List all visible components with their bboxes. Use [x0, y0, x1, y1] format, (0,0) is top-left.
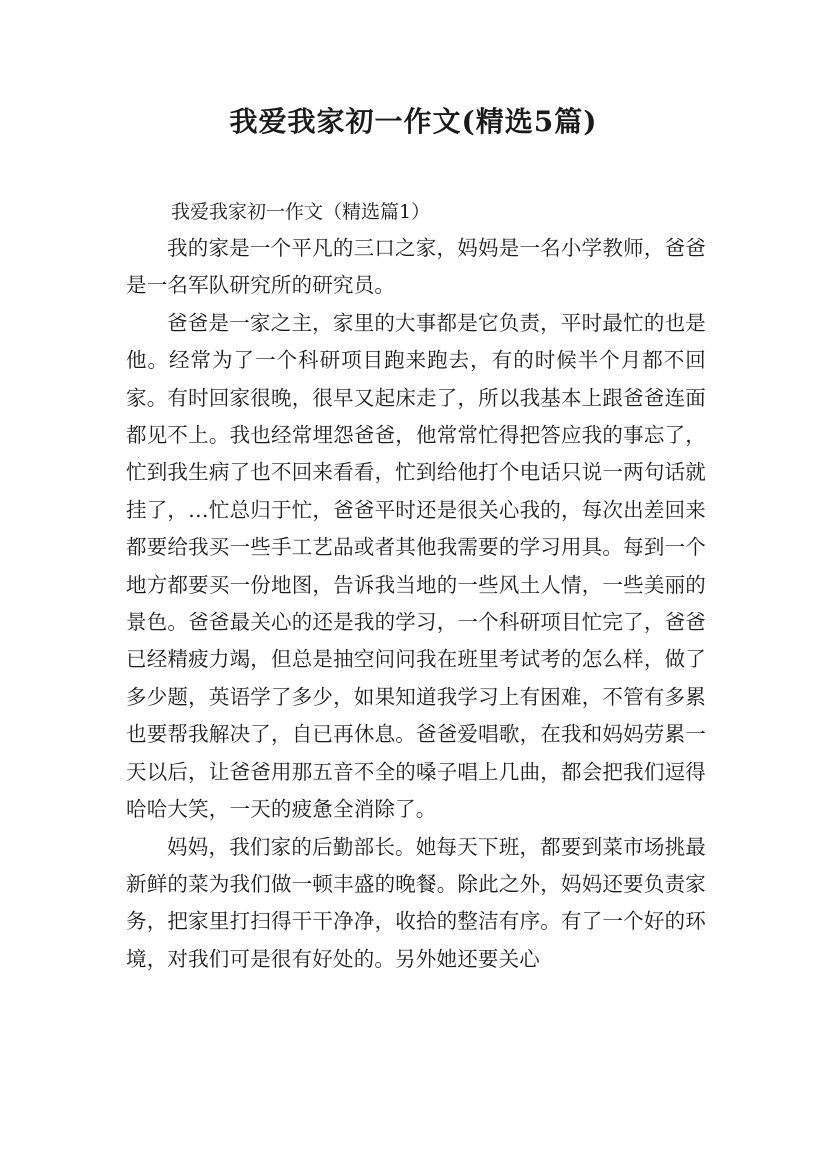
document-title: 我爱我家初一作文(精选5篇): [229, 105, 598, 138]
paragraph: 我的家是一个平凡的三口之家，妈妈是一名小学教师，爸爸是一名军队研究所的研究员。: [126, 236, 706, 298]
paragraph: 爸爸是一家之主，家里的大事都是它负责，平时最忙的也是他。经常为了一个科研项目跑来跑去，有的时候半个月都不回家。有时回家很晚，很早又起床走了，所以我基本上跟爸爸连面都见不上。我也经常埋怨爸爸，他常常忙得把答应我的事忘了，忙到我生病了也不回来看看，忙到给他打个电话只说一两句话就挂了，…忙总归于忙，爸爸平时还是很关心我的，每次出差回来都要给我买一些手工艺品或者其他我需要的学习用具。每到一个地方都要买一份地图，告诉我当地的一些风土人情，一些美丽的景色。爸爸最关心的还是我的学习，一个科研项目忙完了，爸爸已经精疲力竭，但总是抽空问问我在班里考试考的怎么样，做了多少题，英语学了多少，如果知道我学习上有困难，不管有多累也要帮我解决了，自已再休息。爸爸爱唱歌，在我和妈妈劳累一天以后，让爸爸用那五音不全的嗓子唱上几曲，都会把我们逗得哈哈大笑，一天的疲惫全消除了。: [126, 310, 706, 822]
paragraph: 妈妈，我们家的后勤部长。她每天下班，都要到菜市场挑最新鲜的菜为我们做一顿丰盛的晚餐。除此之外，妈妈还要负责家务，把家里打扫得干干净净，收拾的整洁有序。有了一个好的环境，对我们可是很有好处的。另外她还要关心: [126, 834, 706, 971]
section-heading: 我爱我家初一作文（精选篇1）: [171, 201, 431, 223]
article-body: [126, 230, 706, 978]
